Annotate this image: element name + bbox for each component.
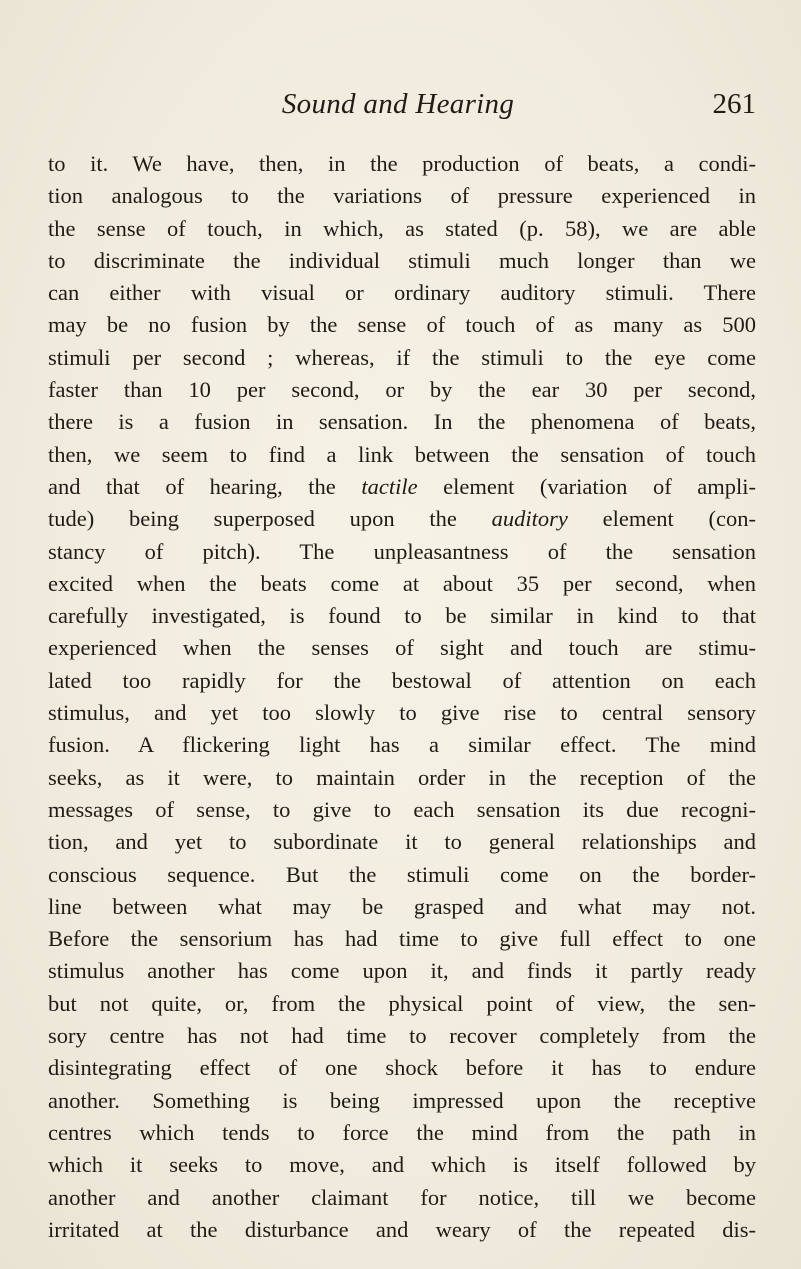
- text-line: experienced when the senses of sight and touch are stimu-: [48, 635, 756, 661]
- text-line: tion analogous to the variations of pressure experienced in: [48, 183, 756, 209]
- text-line: the sense of touch, in which, as stated (p. 58), we are able: [48, 215, 756, 241]
- text-line-with-italic: [48, 503, 756, 535]
- italic-term-tactile: tactile: [361, 473, 418, 499]
- text-line: Before the sensorium has had time to give full effect to one: [48, 926, 756, 952]
- text-line: faster than 10 per second, or by the ear 30 per second,: [48, 377, 756, 403]
- text-line: irritated at the disturbance and weary of the repeated dis-: [48, 1216, 756, 1242]
- text-line: there is a fusion in sensation. In the phenomena of beats,: [48, 409, 756, 435]
- text-line: line between what may be grasped and what may not.: [48, 893, 756, 919]
- text-line: centres which tends to force the mind from the path in: [48, 1119, 756, 1145]
- text-segment: tude) being superposed upon the: [48, 506, 492, 532]
- text-line: tion, and yet to subordinate it to general relationships and: [48, 829, 756, 855]
- text-line: sory centre has not had time to recover completely from the: [48, 1023, 756, 1049]
- text-line: another. Something is being impressed upon the receptive: [48, 1087, 756, 1113]
- text-line: which it seeks to move, and which is itself followed by: [48, 1152, 756, 1178]
- text-line: carefully investigated, is found to be similar in kind to that: [48, 603, 756, 629]
- text-segment: and that of hearing, the: [48, 473, 362, 499]
- text-line: stimuli per second ; whereas, if the stimuli to the eye come: [48, 344, 756, 370]
- text-line: fusion. A flickering light has a similar effect. The mind: [48, 732, 756, 758]
- text-line: conscious sequence. But the stimuli come on the border-: [48, 861, 756, 887]
- text-line: to it. We have, then, in the production of beats, a condi-: [48, 151, 756, 176]
- text-line: to discriminate the individual stimuli much longer than we: [48, 247, 756, 273]
- text-line: may be no fusion by the sense of touch of as many as 500: [48, 312, 756, 338]
- text-line: excited when the beats come at about 35 per second, when: [48, 570, 756, 596]
- text-line: stimulus, and yet too slowly to give rise to central sensory: [48, 700, 756, 726]
- text-line: another and another claimant for notice, till we become: [48, 1184, 756, 1210]
- text-line-with-italic: [48, 471, 756, 503]
- page-number: 261: [712, 88, 756, 120]
- text-line: then, we seem to find a link between the sensation of touch: [48, 441, 756, 467]
- italic-term-auditory: auditory: [491, 506, 568, 532]
- text-line: lated too rapidly for the bestowal of attention on each: [48, 667, 756, 693]
- text-segment: element (con-: [567, 506, 757, 532]
- text-line: messages of sense, to give to each sensation its due recogni-: [48, 796, 756, 822]
- text-line: stimulus another has come upon it, and finds it partly ready: [48, 958, 756, 984]
- running-head: [48, 88, 756, 128]
- text-line: seeks, as it were, to maintain order in the reception of the: [48, 764, 756, 790]
- text-line: but not quite, or, from the physical point of view, the sen-: [48, 990, 756, 1016]
- body-paragraph: [48, 148, 756, 1246]
- text-line: disintegrating effect of one shock before it has to endure: [48, 1055, 756, 1081]
- text-line: stancy of pitch). The unpleasantness of the sensation: [48, 538, 756, 564]
- running-title: Sound and Hearing: [281, 88, 515, 120]
- text-segment: element (variation of ampli-: [417, 473, 756, 499]
- text-line: can either with visual or ordinary auditory stimuli. There: [48, 280, 756, 306]
